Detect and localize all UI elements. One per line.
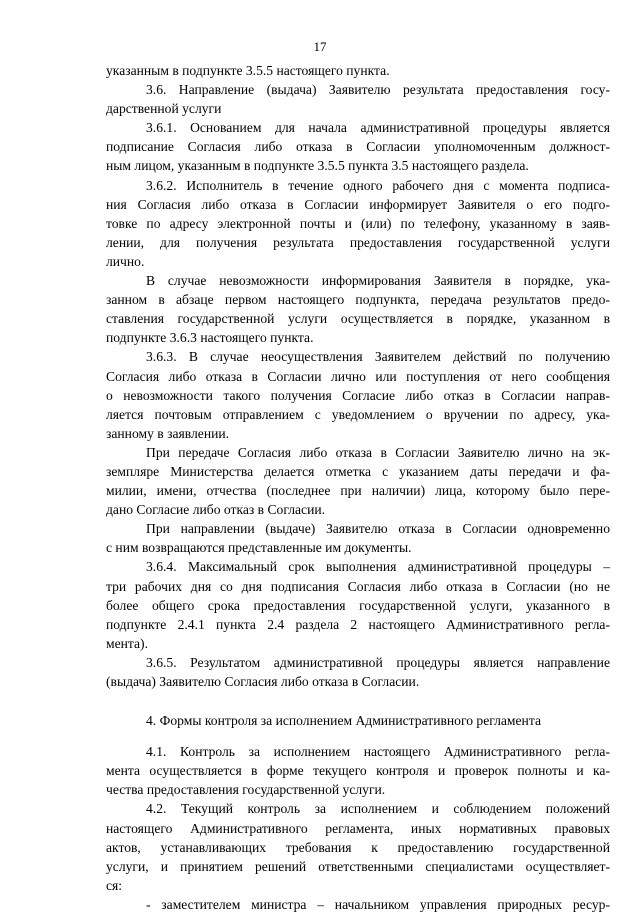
section-heading: 4. Формы контроля за исполнением Административного регламента [146, 713, 541, 729]
document-body [106, 61, 610, 914]
text-line: ляется почтовым отправлением с уведомлением о вручении по адресу, ука- [106, 406, 610, 422]
text-line: товке по адресу электронной почты и (или) по телефону, указанному в заяв- [106, 215, 610, 231]
text-line: 3.6.2. Исполнитель в течение одного рабочего дня с момента подписа- [146, 177, 610, 193]
text-line: лении, для получения результата предоставления государственной услуги [106, 234, 610, 250]
text-line: занному в заявлении. [106, 425, 230, 441]
text-line: актов, устанавливающих требования к предоставлению государственной [106, 839, 610, 855]
text-line: подпункте 3.6.3 настоящего пункта. [106, 330, 314, 346]
text-line: более общего срока предоставления государственной услуги, указанного в [106, 597, 610, 613]
text-line: указанным в подпункте 3.5.5 настоящего пункта. [106, 63, 390, 78]
text-line: занном в абзаце первом настоящего подпункта, передача результатов предо- [106, 292, 610, 308]
text-line: ся: [106, 877, 123, 893]
text-line: При передаче Согласия либо отказа в Согласии Заявителю лично на эк- [146, 444, 610, 460]
text-line: милии, имени, отчества (последнее при наличии) лица, которому было пере- [106, 483, 610, 499]
text-line: услуги, и принятием решений ответственными специалистами осуществляет- [106, 858, 610, 874]
text-line: подписание Согласия либо отказа в Согласии уполномоченным должност- [106, 139, 610, 155]
text-line: мента осуществляется в форме текущего контроля и проверок полноты и ка- [106, 763, 610, 779]
text-line: настоящего Административного регламента, иных нормативных правовых [106, 820, 610, 836]
text-line: В случае невозможности информирования Заявителя в порядке, ука- [146, 273, 610, 289]
text-line: лично. [106, 253, 145, 269]
text-line: земпляре Министерства делается отметка с указанием даты передачи и фа- [106, 463, 610, 479]
text-line: При направлении (выдаче) Заявителю отказа в Согласии одновременно [146, 521, 610, 537]
text-line: подпункте 2.4.1 пункта 2.4 раздела 2 настоящего Административного регла- [106, 616, 610, 632]
text-line: ния Согласия либо отказа в Согласии информирует Заявителя о его подго- [106, 196, 610, 212]
text-line: Согласия либо отказа в Согласии лично или поступления от него сообщения [106, 368, 610, 384]
text-line: 3.6.1. Основанием для начала административной процедуры является [146, 120, 610, 136]
text-line: о невозможности такого получения Согласие либо отказ в Согласии направ- [106, 387, 610, 403]
text-line: 4.1. Контроль за исполнением настоящего Административного регла- [146, 744, 610, 760]
text-line: дано Согласие либо отказ в Согласии. [106, 502, 326, 518]
text-line: ставления государственной услуги осуществляется в порядке, указанном в [106, 311, 610, 327]
text-line: 3.6. Направление (выдача) Заявителю результата предоставления госу- [146, 82, 610, 98]
text-line: (выдача) Заявителю Согласия либо отказа в Согласии. [106, 674, 420, 689]
text-line: 3.6.5. Результатом административной процедуры является направление [146, 654, 610, 670]
text-line: 4.2. Текущий контроль за исполнением и соблюдением положений [146, 801, 610, 817]
text-line: с ним возвращаются представленные им документы. [106, 540, 412, 556]
text-line: дарственной услуги [106, 101, 222, 117]
text-line: чества предоставления государственной услуги. [106, 782, 386, 798]
paragraph-spacer [106, 730, 610, 742]
text-line: 3.6.3. В случае неосуществления Заявителем действий по получению [146, 349, 610, 365]
text-line: мента). [106, 635, 148, 651]
text-line: три рабочих дня со дня подписания Согласия либо отказа в Согласии (но не [106, 578, 610, 594]
page-number: 17 [313, 39, 327, 54]
paragraph-spacer [106, 691, 610, 705]
text-line: 3.6.4. Максимальный срок выполнения административной процедуры – [146, 559, 610, 575]
text-line: - заместителем министра – начальником управления природных ресур- [146, 896, 610, 912]
text-line: ным лицом, указанным в подпункте 3.5.5 пункта 3.5 настоящего раздела. [106, 158, 529, 174]
